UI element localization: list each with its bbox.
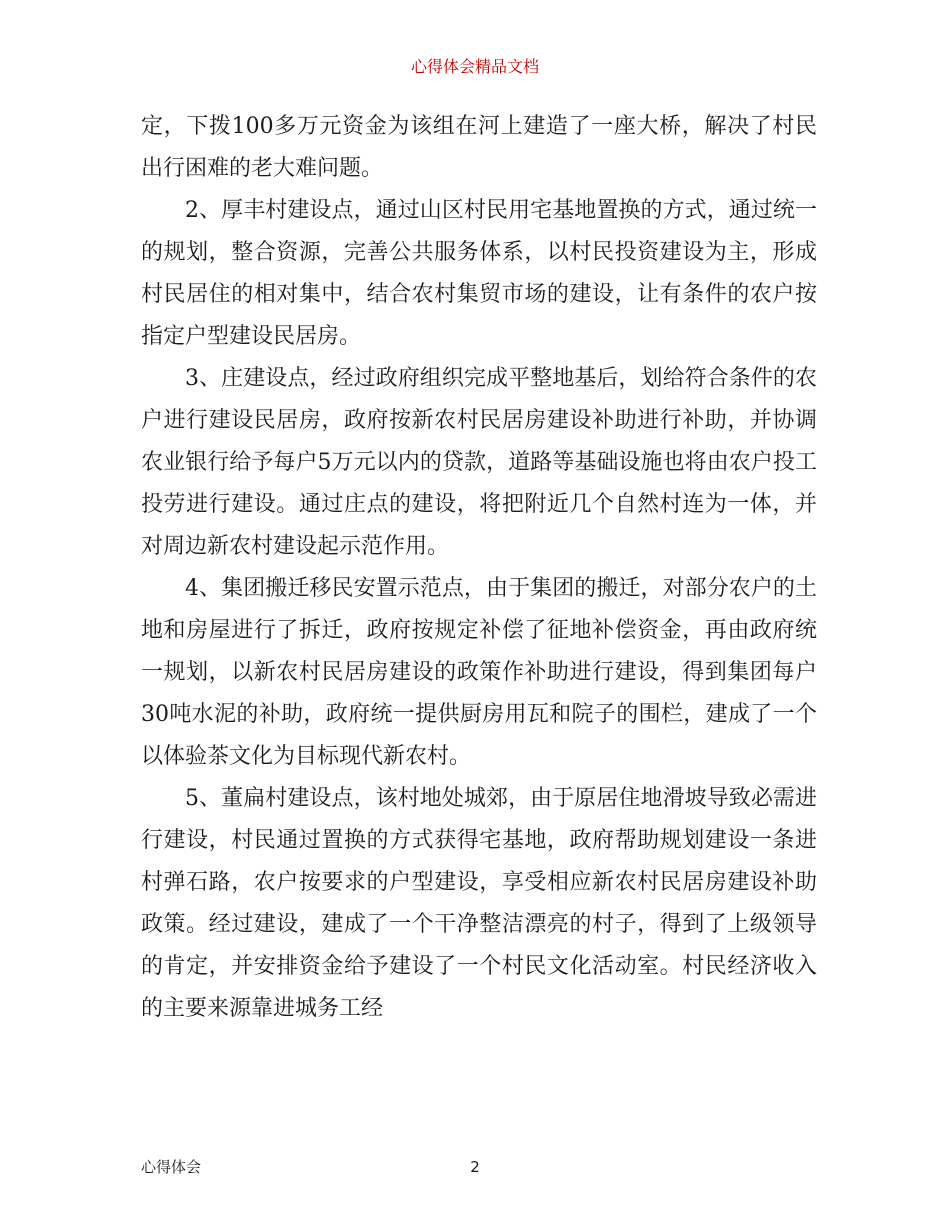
page-number: 2 — [470, 1158, 480, 1176]
paragraph-continuation: 定，下拨100多万元资金为该组在河上建造了一座大桥，解决了村民出行困难的老大难问题。 — [141, 114, 817, 181]
paragraph-item-4: 4、集团搬迁移民安置示范点，由于集团的搬迁，对部分农户的土地和房屋进行了拆迁，政府按规定补偿了征地补偿资金，再由政府统一规划，以新农村民居房建设的政策作补助进行建设，得到集团每户30吨水泥的补助，政府统一提供厨房用瓦和院子的围栏，建成了一个以体验茶文化为目标现代新农村。 — [141, 576, 817, 769]
document-header-title: 心得体会精品文档 — [410, 57, 539, 76]
paragraph-item-2: 2、厚丰村建设点，通过山区村民用宅基地置换的方式，通过统一的规划，整合资源，完善公共服务体系，以村民投资建设为主，形成村民居住的相对集中，结合农村集贸市场的建设，让有条件的农户按指定户型建设民居房。 — [141, 198, 817, 349]
footer-label: 心得体会 — [141, 1158, 202, 1176]
document-body — [141, 106, 817, 1030]
paragraph-item-5: 5、董扁村建设点，该村地处城郊，由于原居住地滑坡导致必需进行建设，村民通过置换的方式获得宅基地，政府帮助规划建设一条进村弹石路，农户按要求的户型建设，享受相应新农村民居房建设补助政策。经过建设，建成了一个干净整洁漂亮的村子，得到了上级领导的肯定，并安排资金给予建设了一个村民文化活动室。村民经济收入的主要来源靠进城务工经 — [141, 786, 817, 1021]
paragraph-item-3: 3、庄建设点，经过政府组织完成平整地基后，划给符合条件的农户进行建设民居房，政府按新农村民居房建设补助进行补助，并协调农业银行给予每户5万元以内的贷款，道路等基础设施也将由农户投工投劳进行建设。通过庄点的建设，将把附近几个自然村连为一体，并对周边新农村建设起示范作用。 — [141, 366, 817, 559]
